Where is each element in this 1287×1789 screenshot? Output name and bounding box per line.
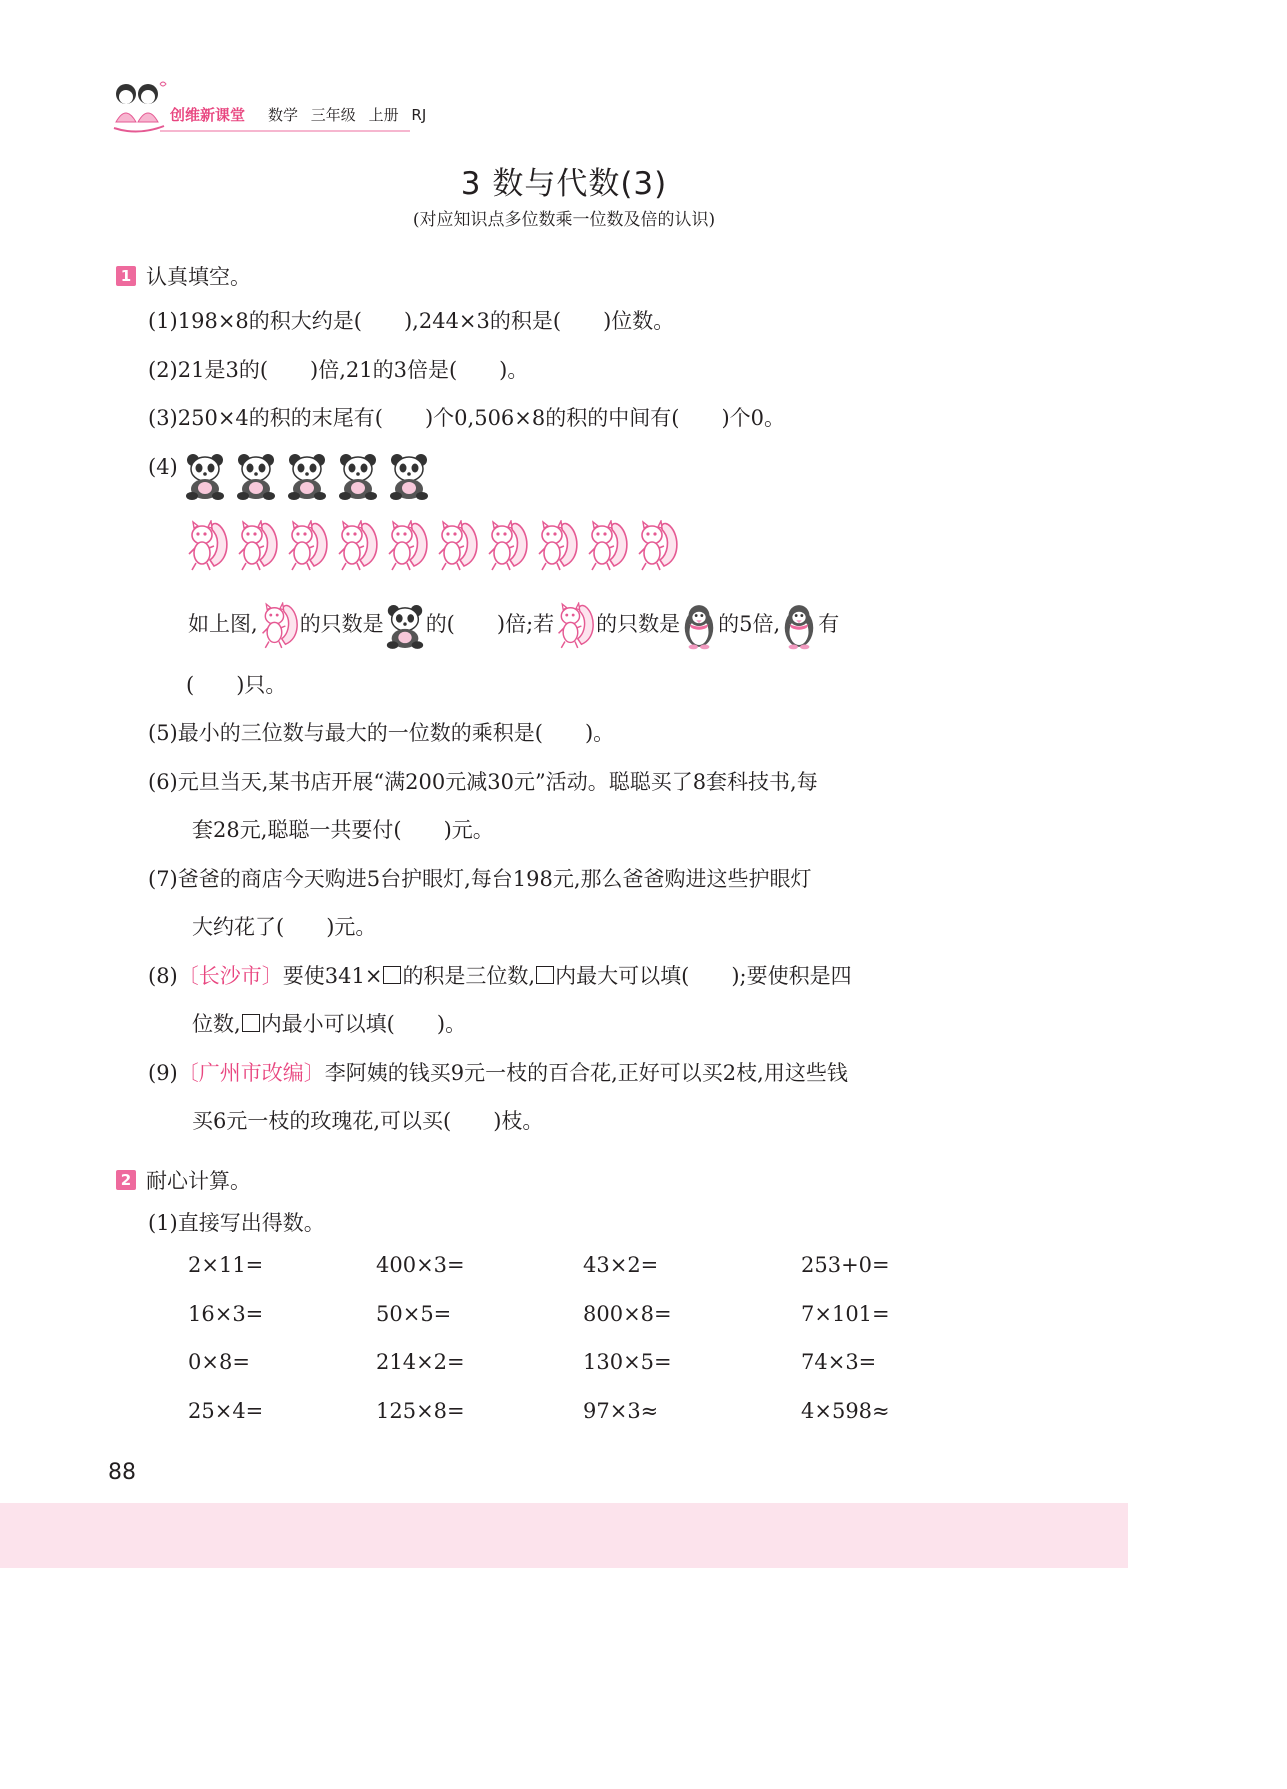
- calc-item: 50×5=: [376, 1302, 452, 1326]
- calc-item: 43×2=: [583, 1253, 659, 1277]
- question-9-line-1: (9)〔广州市改编〕李阿姨的钱买9元一枝的百合花,正好可以买2枝,用这些钱: [148, 1061, 848, 1085]
- blank-box: [242, 1014, 260, 1032]
- blank-box: [383, 966, 401, 984]
- panda-row: [183, 452, 431, 500]
- squirrel-icon: [634, 520, 680, 572]
- calc-item: 130×5=: [583, 1350, 672, 1374]
- brand-name: 创维新课堂: [170, 106, 246, 124]
- panda-icon: [387, 452, 431, 500]
- calc-item: 7×101=: [801, 1302, 890, 1326]
- calc-item: 97×3≈: [583, 1399, 659, 1423]
- squirrel-icon: [534, 520, 580, 572]
- squirrel-icon: [334, 520, 380, 572]
- calc-item: 214×2=: [376, 1350, 465, 1374]
- subject: 数学: [268, 106, 299, 124]
- calc-item: 2×11=: [188, 1253, 264, 1277]
- panda-icon: [384, 603, 426, 649]
- calc-item: 400×3=: [376, 1253, 465, 1277]
- squirrel-icon: [484, 520, 530, 572]
- calc-item: 25×4=: [188, 1399, 264, 1423]
- question-8-line-2: 位数, 内最小可以填( )。: [192, 1012, 467, 1036]
- question-7-line-1: (7)爸爸的商店今天购进5台护眼灯,每台198元,那么爸爸购进这些护眼灯: [148, 867, 812, 891]
- section-2-subtitle: (1)直接写出得数。: [148, 1211, 325, 1235]
- footer-band: [0, 1503, 1128, 1568]
- panda-icon: [285, 452, 329, 500]
- question-9-line-2: 买6元一枝的玫瑰花,可以买( )枝。: [192, 1109, 544, 1133]
- blank-box: [536, 966, 554, 984]
- question-5: (5)最小的三位数与最大的一位数的乘积是( )。: [148, 721, 615, 745]
- calc-item: 0×8=: [188, 1350, 250, 1374]
- squirrel-icon: [554, 602, 596, 650]
- edition: RJ: [411, 106, 427, 124]
- page-number: 88: [108, 1460, 136, 1485]
- section-1-badge: 1: [116, 266, 136, 286]
- section-2-badge: 2: [116, 1170, 136, 1190]
- penguin-icon: [780, 602, 818, 650]
- squirrel-icon: [184, 520, 230, 572]
- question-1: (1)198×8的积大约是( ),244×3的积是( )位数。: [148, 309, 675, 333]
- squirrel-icon: [234, 520, 280, 572]
- question-4-label: (4): [148, 455, 178, 479]
- source-tag: 〔长沙市〕: [177, 964, 283, 988]
- panda-icon: [336, 452, 380, 500]
- penguin-icon: [680, 602, 718, 650]
- calc-item: 4×598≈: [801, 1399, 890, 1423]
- section-1-title: 认真填空。: [146, 265, 251, 289]
- squirrel-icon: [284, 520, 330, 572]
- calc-item: 16×3=: [188, 1302, 264, 1326]
- calc-item: 125×8=: [376, 1399, 465, 1423]
- grade: 三年级: [310, 106, 356, 124]
- squirrel-icon: [258, 602, 300, 650]
- question-2: (2)21是3的( )倍,21的3倍是( )。: [148, 358, 529, 382]
- question-7-line-2: 大约花了( )元。: [192, 915, 377, 939]
- panda-icon: [183, 452, 227, 500]
- panda-icon: [234, 452, 278, 500]
- squirrel-row: [184, 520, 680, 572]
- page-title: 3 数与代数(3): [460, 166, 668, 202]
- squirrel-icon: [434, 520, 480, 572]
- page-subtitle: (对应知识点多位数乘一位数及倍的认识): [412, 210, 716, 230]
- question-4-answer: ( )只。: [186, 673, 287, 697]
- question-4-text: 如上图, 的只数是 的( )倍;若 的只数是 的5倍, 有: [188, 600, 839, 650]
- calc-item: 74×3=: [801, 1350, 877, 1374]
- header-divider: [160, 130, 410, 132]
- squirrel-icon: [384, 520, 430, 572]
- book-info: [268, 104, 434, 125]
- source-tag: 〔广州市改编〕: [177, 1061, 325, 1085]
- volume: 上册: [368, 106, 399, 124]
- squirrel-icon: [584, 520, 630, 572]
- calc-item: 800×8=: [583, 1302, 672, 1326]
- question-6-line-1: (6)元旦当天,某书店开展“满200元减30元”活动。聪聪买了8套科技书,每: [148, 770, 818, 794]
- calc-item: 253+0=: [801, 1253, 890, 1277]
- kids-logo-icon: [108, 78, 168, 138]
- section-2-title: 耐心计算。: [146, 1169, 251, 1193]
- question-8-line-1: (8)〔长沙市〕要使341× 的积是三位数, 内最大可以填( );要使积是四: [148, 964, 852, 988]
- question-6-line-2: 套28元,聪聪一共要付( )元。: [192, 818, 494, 842]
- question-3: (3)250×4的积的末尾有( )个0,506×8的积的中间有( )个0。: [148, 406, 785, 430]
